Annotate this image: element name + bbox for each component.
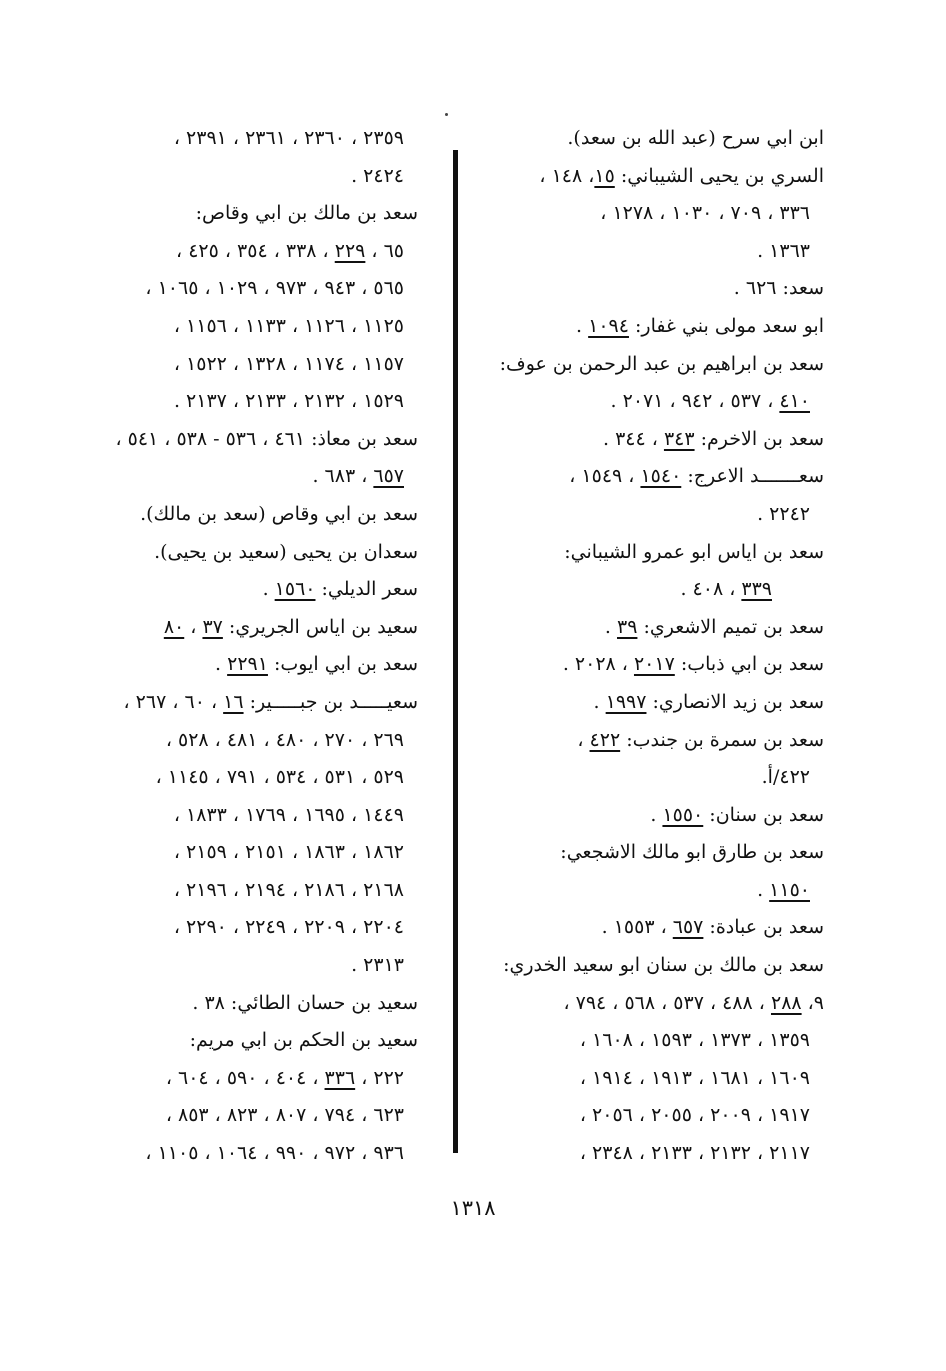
entry-text: ، ٢٠٢٨ .	[562, 653, 634, 676]
index-entry-line	[73, 496, 418, 534]
index-entry-line	[73, 646, 418, 684]
entry-text: ٢١١٧ ، ٢١٣٢ ، ٢١٣٣ ، ٢٣٤٨ ،	[579, 1142, 810, 1165]
entry-text: ، ٤٠٨ .	[680, 578, 742, 601]
entry-text: ، ١٤٨ ،	[539, 164, 595, 187]
entry-text: سعد بن زيد الانصاري:	[646, 690, 824, 713]
index-entry-line	[479, 947, 824, 985]
index-entry-line	[73, 458, 418, 496]
underlined-reference: ٢٢٩١	[227, 653, 268, 676]
entry-text: .	[650, 803, 663, 826]
underlined-reference: ١٦	[223, 690, 244, 713]
entry-text: ٣٣٦ ، ٧٠٩ ، ١٠٣٠ ، ١٢٧٨ ،	[600, 202, 810, 225]
index-entry-line	[479, 1060, 824, 1098]
entry-text: ٢٣٥٩ ، ٢٣٦٠ ، ٢٣٦١ ، ٢٣٩١ ،	[173, 127, 404, 149]
entry-text: ٢١٦٨ ، ٢١٨٦ ، ٢١٩٤ ، ٢١٩٦ ،	[173, 878, 404, 901]
index-entry-line	[479, 909, 824, 947]
entry-text: سعيد بن الحكم بن ابي مريم:	[189, 1029, 418, 1052]
index-entry-line	[479, 346, 824, 384]
entry-text: ، ٦٠ ، ٢٦٧ ،	[123, 690, 224, 713]
entry-text: سعد بن سنان:	[703, 803, 824, 826]
index-entry-line	[73, 947, 418, 985]
index-entry-line	[479, 1135, 824, 1173]
entry-text: .	[593, 690, 606, 713]
entry-text: ، ٣٣٨ ، ٣٥٤ ، ٤٢٥ ،	[176, 239, 335, 262]
index-entry-line	[479, 609, 824, 647]
index-entry-line	[479, 834, 824, 872]
entry-text: ٢٣١٣ .	[351, 954, 404, 977]
underlined-reference: ١٥٦٠	[274, 578, 316, 601]
index-entry-line	[479, 270, 824, 308]
entry-text: سعد بن مالك بن سنان ابو سعيد الخدري:	[503, 954, 824, 977]
entry-text: ،	[184, 615, 203, 638]
entry-text: ابو سعد مولى بني غفار:	[628, 314, 824, 337]
entry-text: سعد بن عبادة:	[703, 916, 824, 939]
entry-text: .	[262, 578, 275, 601]
entry-text: سعد بن ابي ايوب:	[267, 653, 418, 676]
entry-text: سعد بن ابي وقاص (سعد بن مالك).	[140, 502, 418, 525]
entry-text: سعد بن سمرة بن جندب:	[620, 728, 824, 751]
index-entry-line	[73, 534, 418, 572]
entry-text: ، ٤٨٨ ، ٥٣٧ ، ٥٦٨ ، ٧٩٤ ،	[563, 991, 771, 1014]
index-entry-line	[479, 158, 824, 196]
index-entry-line	[479, 722, 824, 760]
entry-text: سعد: ٦٢٦ .	[733, 277, 824, 300]
entry-text: .	[576, 314, 589, 337]
column-divider	[453, 150, 458, 1153]
entry-text: ١٩١٧ ، ٢٠٠٩ ، ٢٠٥٥ ، ٢٠٥٦ ،	[579, 1104, 810, 1127]
underlined-reference: ١٥	[594, 164, 615, 187]
index-entry-line	[479, 233, 824, 271]
entry-text: سعد بن ابراهيم بن عبد الرحمن بن عوف:	[499, 352, 824, 375]
entry-text: ١٤٤٩ ، ١٦٩٥ ، ١٧٦٩ ، ١٨٣٣ ،	[173, 803, 404, 826]
index-entry-line	[73, 421, 418, 459]
index-entry-line	[479, 646, 824, 684]
index-entry-line	[479, 985, 824, 1023]
underlined-reference: ٦٥٧	[373, 465, 404, 488]
index-entry-line	[479, 1022, 824, 1060]
underlined-reference: ١٩٩٧	[605, 690, 647, 713]
underlined-reference: ٢٢٩	[334, 239, 366, 262]
entry-text: ٢٢٢ ،	[355, 1066, 404, 1089]
entry-text: ، ٦٨٣ .	[312, 465, 374, 488]
entry-text: ١٣٥٩ ، ١٣٧٣ ، ١٥٩٣ ، ١٦٠٨ ،	[579, 1029, 810, 1052]
entry-text: ، ١٥٤٩ ،	[569, 465, 641, 488]
index-entry-line	[73, 1135, 418, 1173]
entry-text: ٢٢٤٢ .	[757, 502, 810, 525]
entry-text: ٢٦٩ ، ٢٧٠ ، ٤٨٠ ، ٤٨١ ، ٥٢٨ ،	[165, 728, 404, 751]
index-entry-line	[479, 797, 824, 835]
entry-text: ،	[577, 728, 590, 751]
entry-text: ١١٥٧ ، ١١٧٤ ، ١٣٢٨ ، ١٥٢٢ ،	[173, 352, 404, 375]
entry-text: ٦٥ ،	[365, 239, 404, 262]
index-entry-line	[479, 571, 824, 609]
underlined-reference: ٣٤٣	[663, 427, 695, 450]
entry-text: سعيد بن حسان الطائي: ٣٨ .	[192, 991, 418, 1014]
index-entry-line	[73, 383, 418, 421]
entry-text: سعر الديلي:	[315, 578, 418, 601]
index-entry-line	[479, 496, 824, 534]
entry-text: سعد بن الاخرم:	[694, 427, 824, 450]
index-entry-line	[73, 233, 418, 271]
index-entry-line	[479, 120, 824, 158]
entry-text: .	[604, 615, 617, 638]
entry-text: ١٨٦٢ ، ١٨٦٣ ، ٢١٥١ ، ٢١٥٩ ،	[173, 841, 404, 864]
entry-text: ١٦٠٩ ، ١٦٨١ ، ١٩١٣ ، ١٩١٤ ،	[579, 1066, 810, 1089]
underlined-reference: ١٥٤٠	[640, 465, 682, 488]
page-number: ١٣١٨	[450, 1196, 496, 1220]
entry-text: ، ٤٠٤ ، ٥٩٠ ، ٦٠٤ ،	[165, 1066, 325, 1089]
entry-text: ١٣٦٣ .	[757, 239, 810, 262]
entry-text: ، ١٥٥٣ .	[601, 916, 673, 939]
index-entry-line	[73, 609, 418, 647]
underlined-reference: ١٥٥٠	[662, 803, 704, 826]
entry-text: ابن ابي سرح (عبد الله بن سعد).	[567, 127, 824, 149]
entry-text: سعدان بن يحيى (سعيد بن يحيى).	[154, 540, 418, 563]
entry-text: ٥٢٩ ، ٥٣١ ، ٥٣٤ ، ٧٩١ ، ١١٤٥ ،	[155, 766, 404, 789]
index-entry-line	[73, 1097, 418, 1135]
entry-text: .	[215, 653, 228, 676]
underlined-reference: ٣٩	[617, 615, 638, 638]
underlined-reference: ١١٥٠	[769, 878, 810, 901]
index-entry-line	[73, 195, 418, 233]
index-entry-line	[479, 195, 824, 233]
index-entry-line	[479, 458, 824, 496]
index-entry-line	[479, 1097, 824, 1135]
index-entry-line	[73, 985, 418, 1023]
entry-text: ، ٥٣٧ ، ٩٤٢ ، ٢٠٧١ .	[610, 390, 780, 413]
index-entry-line	[73, 722, 418, 760]
index-entry-line	[73, 909, 418, 947]
index-entry-line	[73, 1060, 418, 1098]
index-entry-line	[479, 383, 824, 421]
index-entry-line	[73, 308, 418, 346]
entry-text: ١١٢٥ ، ١١٢٦ ، ١١٣٣ ، ١١٥٦ ،	[173, 314, 404, 337]
underlined-reference: ٨٠	[163, 615, 185, 638]
index-entry-line	[73, 158, 418, 196]
entry-text: سعد بن ابي ذباب:	[674, 653, 824, 676]
index-column-left	[73, 120, 418, 1173]
underlined-reference: ٤١٠	[779, 390, 810, 413]
underlined-reference: ٦٥٧	[672, 916, 704, 939]
underlined-reference: ١٠٩٤	[588, 314, 629, 337]
entry-text: سعد بن طارق ابو مالك الاشجعي:	[560, 841, 824, 864]
entry-text: سعد بن اياس ابو عمرو الشيباني:	[564, 540, 824, 563]
underlined-reference: ٣٧	[202, 615, 223, 638]
index-column-right	[479, 120, 824, 1173]
index-entry-line	[479, 421, 824, 459]
underlined-reference: ٢٨٨	[770, 991, 802, 1014]
index-entry-line	[73, 120, 418, 158]
underlined-reference: ٢٠١٧	[633, 653, 675, 676]
entry-text: ٥٦٥ ، ٩٤٣ ، ٩٧٣ ، ١٠٢٩ ، ١٠٦٥ ،	[145, 277, 404, 300]
entry-text: السري بن يحيى الشيباني:	[614, 164, 824, 187]
entry-text: ، ٣٤٤ .	[603, 427, 664, 450]
entry-text: ٤٢٢/أ.	[761, 766, 810, 789]
entry-text: سعيـــــد بن جبـــــير:	[243, 690, 418, 713]
entry-text: ٢٤٢٤ .	[351, 164, 404, 187]
entry-text: .	[757, 878, 770, 901]
entry-text: ١٥٢٩ ، ٢١٣٢ ، ٢١٣٣ ، ٢١٣٧ .	[173, 390, 404, 413]
index-entry-line	[479, 534, 824, 572]
underlined-reference: ٣٣٦	[324, 1066, 356, 1089]
entry-text: سعد بن تميم الاشعري:	[637, 615, 824, 638]
index-entry-line	[479, 684, 824, 722]
index-entry-line	[73, 872, 418, 910]
entry-text: ٩،	[801, 991, 824, 1014]
index-entry-line	[73, 834, 418, 872]
entry-text: سعد بن معاذ: ٤٦١ ، ٥٣٦ - ٥٣٨ ، ٥٤١ ،	[115, 427, 418, 450]
index-entry-line	[73, 759, 418, 797]
underlined-reference: ٣٣٩	[741, 578, 772, 601]
entry-text: سعيد بن اياس الجريري:	[222, 615, 418, 638]
index-entry-line	[479, 759, 824, 797]
entry-text: ٩٣٦ ، ٩٧٢ ، ٩٩٠ ، ١٠٦٤ ، ١١٠٥ ،	[145, 1142, 404, 1165]
index-entry-line	[73, 1022, 418, 1060]
index-entry-line	[73, 270, 418, 308]
page-mark-dot	[445, 113, 448, 116]
index-entry-line	[73, 571, 418, 609]
entry-text: سعـــــــد الاعرج:	[681, 465, 824, 488]
entry-text: ٢٢٠٤ ، ٢٢٠٩ ، ٢٢٤٩ ، ٢٢٩٠ ،	[173, 916, 404, 939]
underlined-reference: ٤٢٢	[589, 728, 621, 751]
index-entry-line	[73, 346, 418, 384]
index-entry-line	[73, 797, 418, 835]
index-entry-line	[73, 684, 418, 722]
index-entry-line	[479, 308, 824, 346]
entry-text: سعد بن مالك بن ابي وقاص:	[195, 202, 418, 225]
index-entry-line	[479, 872, 824, 910]
entry-text: ٦٢٣ ، ٧٩٤ ، ٨٠٧ ، ٨٢٣ ، ٨٥٣ ،	[165, 1104, 404, 1127]
